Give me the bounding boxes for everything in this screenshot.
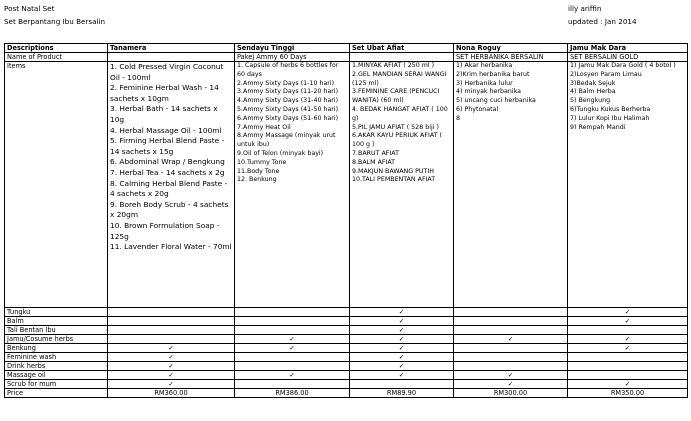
item-line: 6) Phytonatal	[456, 105, 499, 113]
item-line: 6.Ammy Sixty Days (51-60 hari)	[237, 114, 339, 122]
items-cell	[108, 62, 235, 308]
item-line: 6)Tungku Kukus Berherba	[570, 105, 651, 113]
item-line: 8. Calming Herbal Blend Paste - 4 sachets x 20g	[110, 178, 228, 199]
price-cell: RM350.00	[568, 389, 688, 398]
empty-cell	[108, 317, 235, 326]
check-mark: ✓	[108, 371, 235, 380]
item-line: 3) Herbanika lulur	[456, 79, 513, 87]
item-line: 9) Rempah Mandi	[570, 123, 626, 131]
check-mark: ✓	[350, 353, 454, 362]
empty-cell	[108, 308, 235, 317]
price-cell: RM89.90	[350, 389, 454, 398]
comparison-table	[4, 43, 688, 398]
column-header: Jamu Mak Dara	[568, 44, 688, 53]
check-mark: ✓	[568, 344, 688, 353]
page-subtitle: Set Berpantang Ibu Bersalin	[4, 17, 106, 26]
price-row	[5, 389, 688, 398]
check-mark: ✓	[235, 335, 350, 344]
item-line: 7.BARUT AFIAT	[352, 149, 399, 157]
feature-row	[5, 344, 688, 353]
item-line: 5. Firming Herbal Blend Paste - 14 sachets x 15g	[110, 136, 225, 156]
items-cell	[235, 62, 350, 308]
product-name-cell	[350, 53, 454, 62]
item-line: 9.MAKJUN BAWANG PUTIH	[352, 167, 434, 175]
check-mark: ✓	[350, 326, 454, 335]
feature-label: Massage oil	[5, 371, 108, 380]
item-line: 10. Brown Formulation Soap - 125g	[110, 220, 220, 241]
item-line: 1) Akar herbanika	[456, 62, 513, 69]
feature-label: Tungku	[5, 308, 108, 317]
item-line: 5) uncang cuci herbanika	[456, 97, 536, 105]
item-line: 4. BEDAK HANGAT AFIAT ( 100 g)	[352, 105, 448, 122]
item-line: 11. Lavender Floral Water - 70ml	[110, 242, 232, 252]
empty-cell	[454, 308, 568, 317]
price-cell: RM300.00	[454, 389, 568, 398]
empty-cell	[235, 380, 350, 389]
empty-cell	[235, 353, 350, 362]
feature-label: Scrub for mum	[5, 380, 108, 389]
item-line: 2)Losyen Param Limau	[570, 70, 642, 78]
empty-cell	[454, 326, 568, 335]
check-mark: ✓	[350, 308, 454, 317]
empty-cell	[235, 317, 350, 326]
check-mark: ✓	[454, 371, 568, 380]
item-line: 4. Herbal Massage Oil - 100ml	[110, 125, 222, 135]
row-label: Items	[5, 62, 108, 308]
item-line: 5) Bengkung	[570, 97, 611, 105]
check-mark: ✓	[568, 335, 688, 344]
feature-label: Feminine wash	[5, 353, 108, 362]
item-line: 3.FEMININE CARE (PENCUCI WANITA) (60 ml)	[352, 88, 440, 105]
item-line: 8	[456, 114, 461, 122]
item-line: 3)Bedak Sejuk	[570, 79, 616, 87]
item-line: 6. Abdominal Wrap / Bengkung	[110, 157, 225, 167]
item-line: 2. Feminine Herbal Wash - 14 sachets x 10gm	[110, 83, 219, 103]
row-label: Name of Product	[5, 53, 108, 62]
check-mark: ✓	[350, 317, 454, 326]
item-line: 8.Ammy Massage (minyak urut untuk ibu)	[237, 132, 336, 149]
product-name-cell: Pakej Ammy 60 Days	[235, 53, 350, 62]
column-header: Tanamera	[108, 44, 235, 53]
feature-row	[5, 380, 688, 389]
author-name: illy ariffin	[568, 4, 602, 13]
items-cell	[350, 62, 454, 308]
empty-cell	[568, 362, 688, 371]
item-line: 2)Krim herbanika barut	[456, 70, 530, 78]
item-line: 1.MINYAK AFIAT ( 250 ml )	[352, 62, 435, 69]
empty-cell	[568, 326, 688, 335]
item-line: 6.AKAR KAYU PERIUK AFIAT ( 100 g )	[352, 132, 442, 149]
empty-cell	[235, 362, 350, 371]
feature-row	[5, 362, 688, 371]
check-mark: ✓	[568, 308, 688, 317]
feature-label: Jamu/Cosume herbs	[5, 335, 108, 344]
check-mark: ✓	[108, 362, 235, 371]
item-line: 10.Tummy Tone	[237, 158, 287, 166]
empty-cell	[454, 317, 568, 326]
item-line: 3. Herbal Bath - 14 sachets x 10g	[110, 104, 218, 124]
empty-cell	[235, 326, 350, 335]
empty-cell	[235, 308, 350, 317]
product-name-row	[5, 53, 688, 62]
product-name-cell: SET BERSALIN GOLD	[568, 53, 688, 62]
item-line: 1) Jamu Mak Dara Gold ( 4 botol )	[570, 62, 676, 69]
column-header: Nona Roguy	[454, 44, 568, 53]
feature-label: Drink herbs	[5, 362, 108, 371]
feature-row	[5, 326, 688, 335]
column-header: Descriptions	[5, 44, 108, 53]
check-mark: ✓	[350, 362, 454, 371]
feature-row	[5, 308, 688, 317]
item-line: 11.Body Tone	[237, 167, 280, 175]
item-line: 1. Cold Pressed Virgin Coconut Oil - 100ml	[110, 62, 224, 82]
item-line: 1. Capsule of herbs 6 bottles for 60 days	[237, 62, 339, 78]
item-line: 5.Ammy Sixty Days (41-50 hari)	[237, 105, 339, 113]
check-mark: ✓	[235, 344, 350, 353]
check-mark: ✓	[568, 380, 688, 389]
item-line: 4) Balm Herba	[570, 88, 616, 96]
check-mark: ✓	[454, 380, 568, 389]
empty-cell	[350, 380, 454, 389]
check-mark: ✓	[350, 344, 454, 353]
feature-row	[5, 335, 688, 344]
header-row	[5, 44, 688, 53]
feature-row	[5, 371, 688, 380]
check-mark: ✓	[454, 335, 568, 344]
updated-date: updated : Jan 2014	[568, 17, 637, 26]
product-name-cell	[108, 53, 235, 62]
check-mark: ✓	[350, 371, 454, 380]
column-header: Set Ubat Afiat	[350, 44, 454, 53]
feature-label: Benkung	[5, 344, 108, 353]
item-line: 7.Ammy Heat Oil	[237, 123, 291, 131]
item-line: 7. Herbal Tea - 14 sachets x 2g	[110, 167, 225, 177]
item-line: 9.Oil of Telon (minyak bayi)	[237, 149, 324, 157]
item-line: 12. Benkung	[237, 176, 277, 184]
check-mark: ✓	[108, 353, 235, 362]
price-cell: RM386.00	[235, 389, 350, 398]
feature-row	[5, 353, 688, 362]
items-row	[5, 62, 688, 308]
feature-row	[5, 317, 688, 326]
item-line: 5.PIL JAMU AFIAT ( 528 biji )	[352, 123, 439, 131]
feature-label: Balm	[5, 317, 108, 326]
row-label: Price	[5, 389, 108, 398]
product-name-cell: SET HERBANIKA BERSALIN	[454, 53, 568, 62]
feature-label: Tali Bentan Ibu	[5, 326, 108, 335]
item-line: 8.BALM AFIAT	[352, 158, 396, 166]
empty-cell	[454, 344, 568, 353]
empty-cell	[108, 326, 235, 335]
check-mark: ✓	[235, 371, 350, 380]
item-line: 4) minyak herbanika	[456, 88, 522, 96]
empty-cell	[568, 353, 688, 362]
item-line: 7) Lulur Kopi Ibu Halimah	[570, 114, 650, 122]
price-cell: RM360.00	[108, 389, 235, 398]
item-line: 2.Ammy Sixty Days (1-10 hari)	[237, 79, 335, 87]
item-line: 9. Boreh Body Scrub - 4 sachets x 20gm	[110, 199, 229, 220]
empty-cell	[454, 362, 568, 371]
check-mark: ✓	[350, 335, 454, 344]
item-line: 10.TALI PEMBENTAN AFIAT	[352, 176, 436, 184]
check-mark: ✓	[108, 344, 235, 353]
check-mark: ✓	[108, 380, 235, 389]
items-cell	[568, 62, 688, 308]
column-header: Sendayu Tinggi	[235, 44, 350, 53]
empty-cell	[108, 335, 235, 344]
empty-cell	[454, 353, 568, 362]
item-line: 3.Ammy Sixty Days (11-20 hari)	[237, 88, 339, 96]
item-line: 4.Ammy Sixty Days (31-40 hari)	[237, 97, 339, 105]
items-cell	[454, 62, 568, 308]
page-title: Post Natal Set	[4, 4, 55, 13]
empty-cell	[568, 371, 688, 380]
item-line: 2.GEL MANDIAN SERAI WANGI (125 ml)	[352, 70, 447, 87]
check-mark: ✓	[568, 317, 688, 326]
